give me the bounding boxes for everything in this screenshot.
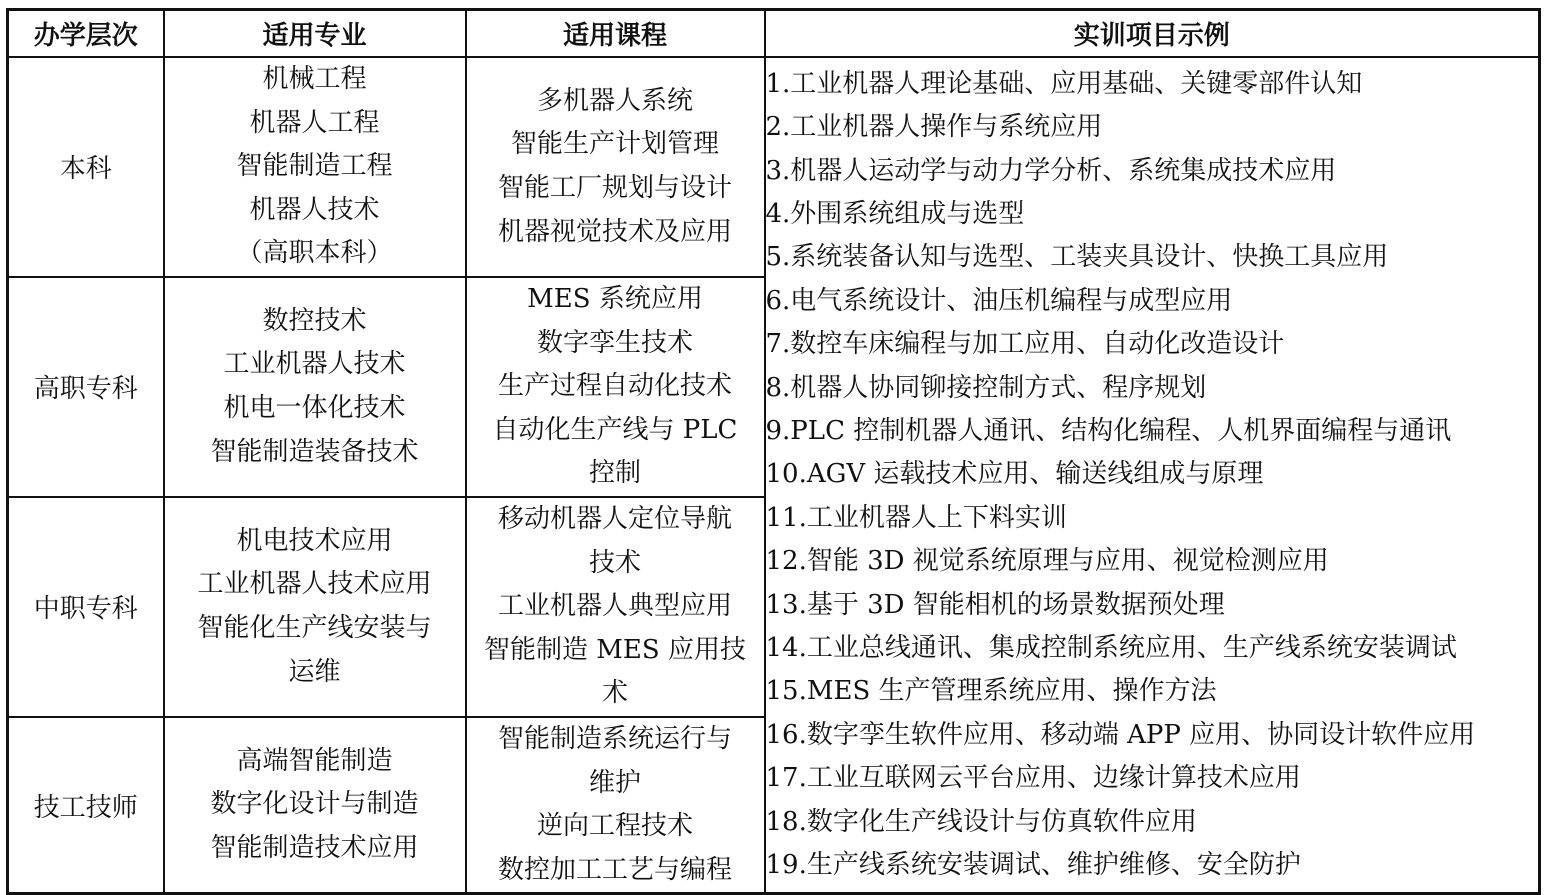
course-item: 生产过程自动化技术	[497, 371, 732, 402]
course-item: 数控加工工艺与编程	[497, 854, 732, 885]
major-item: 工业机器人技术应用	[197, 569, 432, 600]
header-level: 办学层次	[8, 10, 164, 58]
header-projects: 实训项目示例	[765, 10, 1540, 58]
project-item: 2.工业机器人操作与系统应用	[765, 112, 1103, 143]
project-item: 16.数字孪生软件应用、移动端 APP 应用、协同设计软件应用	[765, 719, 1476, 750]
project-item: 11.工业机器人上下料实训	[765, 502, 1067, 533]
project-item: 4.外围系统组成与选型	[765, 199, 1025, 230]
majors-cell	[164, 277, 466, 497]
project-item: 12.智能 3D 视觉系统原理与应用、视觉检测应用	[765, 546, 1329, 577]
project-item: 17.工业互联网云平台应用、边缘计算技术应用	[765, 763, 1301, 794]
courses-cell	[466, 57, 765, 277]
majors-cell	[164, 57, 466, 277]
project-item: 3.机器人运动学与动力学分析、系统集成技术应用	[765, 155, 1337, 186]
project-item: 6.电气系统设计、油压机编程与成型应用	[765, 285, 1233, 316]
major-item: 智能制造技术应用	[210, 832, 419, 863]
major-item: 机电一体化技术	[223, 392, 406, 423]
major-item: 机电技术应用	[236, 525, 393, 556]
major-item: 工业机器人技术	[223, 349, 406, 380]
major-item: 智能制造工程	[236, 151, 393, 182]
course-item: 自动化生产线与 PLC	[492, 414, 738, 445]
majors-cell	[164, 717, 466, 894]
project-item: 19.生产线系统安装调试、维护维修、安全防护	[765, 850, 1301, 881]
major-item: 智能化生产线安装与	[197, 612, 432, 643]
course-item: 移动机器人定位导航	[497, 503, 732, 534]
project-item: 10.AGV 运载技术应用、输送线组成与原理	[765, 459, 1264, 490]
header-row	[8, 10, 1540, 58]
course-item: 维护	[588, 767, 641, 798]
course-item: 数字孪生技术	[536, 327, 693, 358]
header-majors: 适用专业	[164, 10, 466, 58]
level-cell: 本科	[8, 57, 164, 277]
project-item: 1.工业机器人理论基础、应用基础、关键零部件认知	[765, 68, 1363, 99]
course-item: 智能制造系统运行与	[497, 723, 732, 754]
course-item: 多机器人系统	[536, 85, 693, 116]
course-item: 工业机器人典型应用	[497, 591, 732, 622]
table-row	[8, 57, 1540, 277]
major-item: 机器人工程	[249, 107, 380, 138]
major-item: 运维	[288, 656, 341, 687]
header-courses: 适用课程	[466, 10, 765, 58]
major-item: 智能制造装备技术	[210, 436, 419, 467]
project-item: 5.系统装备认知与选型、工装夹具设计、快换工具应用	[765, 242, 1389, 273]
level-cell: 高职专科	[8, 277, 164, 497]
major-item: 机器人技术	[249, 194, 380, 225]
project-item: 8.机器人协同铆接控制方式、程序规划	[765, 372, 1207, 403]
course-item: 控制	[588, 458, 641, 489]
courses-cell	[466, 497, 765, 717]
major-item: 数控技术	[262, 305, 367, 336]
course-item: 逆向工程技术	[536, 811, 693, 842]
major-item: 高端智能制造	[236, 745, 393, 776]
courses-cell	[466, 717, 765, 894]
project-item: 13.基于 3D 智能相机的场景数据预处理	[765, 589, 1225, 620]
project-item: 18.数字化生产线设计与仿真软件应用	[765, 806, 1197, 837]
course-item: 术	[601, 678, 628, 709]
courses-cell	[466, 277, 765, 497]
majors-cell	[164, 497, 466, 717]
course-item: 智能生产计划管理	[510, 129, 719, 160]
project-item: 15.MES 生产管理系统应用、操作方法	[765, 676, 1217, 707]
major-item: 机械工程	[262, 64, 367, 94]
training-table	[6, 8, 1541, 895]
course-item: 智能制造 MES 应用技	[484, 634, 746, 665]
course-item: 机器视觉技术及应用	[497, 216, 732, 247]
level-cell: 技工技师	[8, 717, 164, 894]
course-item: 技术	[588, 547, 641, 578]
level-cell: 中职专科	[8, 497, 164, 717]
major-item: （高职本科）	[236, 238, 393, 269]
project-item: 7.数控车床编程与加工应用、自动化改造设计	[765, 329, 1285, 360]
projects-cell	[765, 57, 1540, 894]
project-item: 14.工业总线通讯、集成控制系统应用、生产线系统安装调试	[765, 633, 1457, 664]
major-item: 数字化设计与制造	[210, 789, 419, 820]
project-item: 9.PLC 控制机器人通讯、结构化编程、人机界面编程与通讯	[765, 416, 1452, 447]
course-item: 智能工厂规划与设计	[497, 172, 732, 203]
course-item: MES 系统应用	[527, 283, 703, 314]
